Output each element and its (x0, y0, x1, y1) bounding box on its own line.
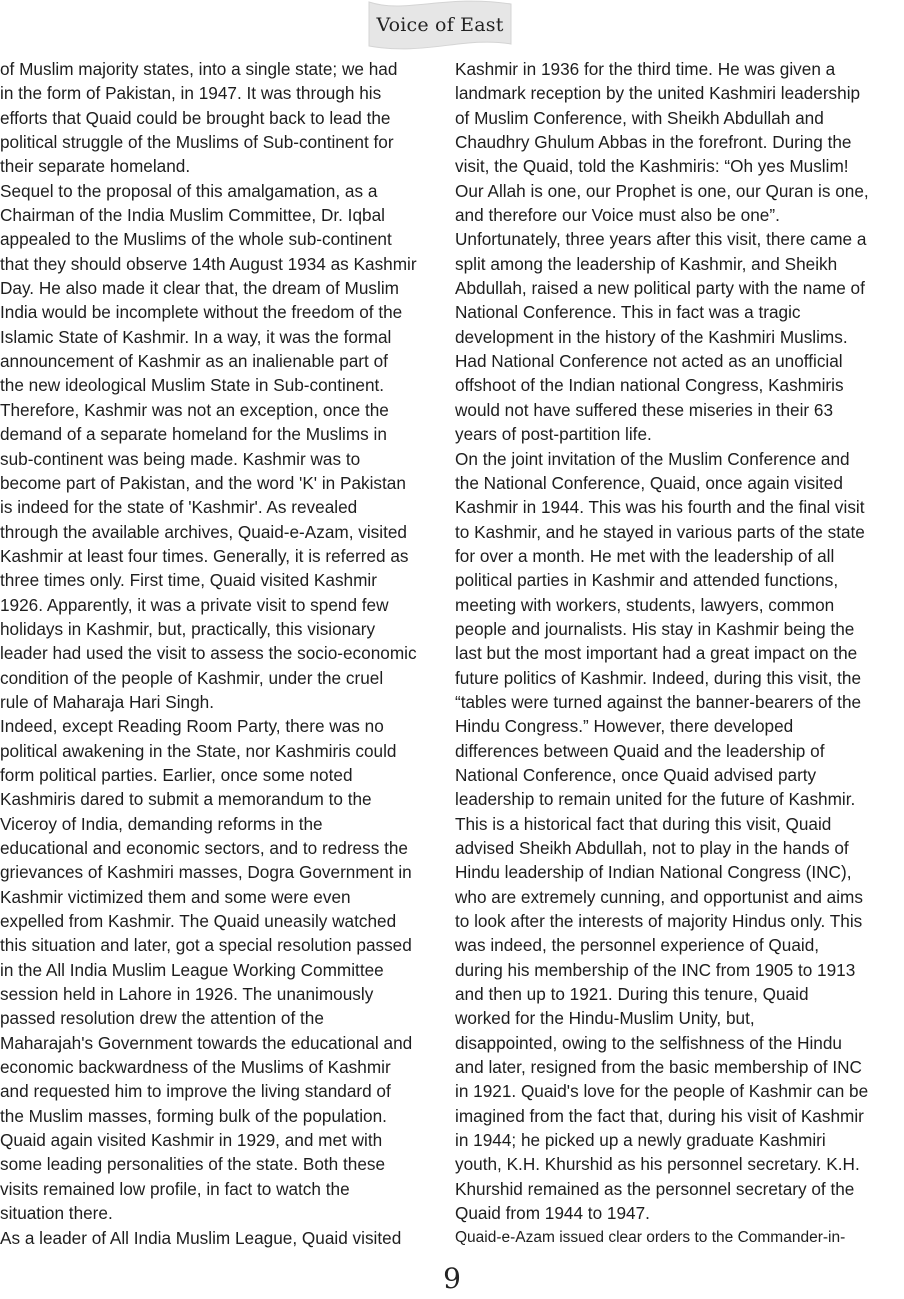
text-line: Our Allah is one, our Prophet is one, our Quran is one, (455, 180, 869, 201)
text-line: passed resolution drew the attention of the (0, 1008, 324, 1029)
text-line: some leading personalities of the state. Both these (0, 1154, 386, 1175)
text-line: imagined from the fact that, during his visit of Kashmir (455, 1105, 864, 1126)
text-line: leadership to remain united for the future of Kashmir. (455, 789, 856, 810)
text-line: in 1944; he picked up a newly graduate Kashmiri (455, 1130, 826, 1151)
text-line: political parties in Kashmir and attended functions, (455, 570, 839, 591)
text-line: Chairman of the India Muslim Committee, Dr. Iqbal (0, 205, 385, 226)
text-line: condition of the people of Kashmir, under the cruel (0, 667, 384, 688)
text-line: split among the leadership of Kashmir, and Sheikh (455, 253, 838, 274)
text-line: Kashmir victimized them and some were even (0, 886, 351, 907)
text-line: this situation and later, got a special resolution passed (0, 935, 412, 956)
text-line: during his membership of the INC from 1905 to 1913 (455, 959, 856, 980)
text-line: grievances of Kashmiri masses, Dogra Government in (0, 862, 412, 883)
text-line: future politics of Kashmir. Indeed, during this visit, the (455, 667, 862, 688)
text-line: sub-continent was being made. Kashmir was to (0, 448, 361, 469)
text-line: expelled from Kashmir. The Quaid uneasily watched (0, 911, 397, 932)
text-line: that they should observe 14th August 1934 as Kashmir (0, 253, 417, 274)
text-line: On the joint invitation of the Muslim Conference and (455, 448, 850, 469)
text-line: the new ideological Muslim State in Sub-continent. (0, 375, 385, 396)
text-line: three times only. First time, Quaid visited Kashmir (0, 570, 377, 591)
text-line: efforts that Quaid could be brought back to lead the (0, 107, 391, 128)
text-line: youth, K.H. Khurshid as his personnel secretary. K.H. (455, 1154, 860, 1175)
text-line: to Kashmir, and he stayed in various parts of the state (455, 521, 865, 542)
text-line: differences between Quaid and the leadership of (455, 740, 825, 761)
text-line: who are extremely cunning, and opportunist and aims (455, 886, 863, 907)
text-line: landmark reception by the united Kashmiri leadership (455, 83, 861, 104)
text-line: announcement of Kashmir as an inalienable part of (0, 351, 388, 372)
text-line: session held in Lahore in 1926. The unanimously (0, 984, 374, 1005)
text-line: As a leader of All India Muslim League, Quaid visited (0, 1227, 402, 1248)
text-line: and therefore our Voice must also be one”. (455, 205, 780, 226)
text-line: for over a month. He met with the leadership of all (455, 545, 835, 566)
text-line: and then up to 1921. During this tenure, Quaid (455, 984, 809, 1005)
text-line: 1926. Apparently, it was a private visit to spend few (0, 594, 389, 615)
publication-title: Voice of East (376, 14, 504, 36)
text-line: Indeed, except Reading Room Party, there was no (0, 716, 384, 737)
text-line: and later, resigned from the basic membership of INC (455, 1057, 862, 1078)
text-line: meeting with workers, students, lawyers, common (455, 594, 835, 615)
text-line: Kashmir at least four times. Generally, it is referred as (0, 545, 409, 566)
text-line: of Muslim Conference, with Sheikh Abdullah and (455, 107, 824, 128)
text-line: in the form of Pakistan, in 1947. It was through his (0, 83, 382, 104)
text-line: Abdullah, raised a new political party with the name of (455, 278, 865, 299)
text-line: Therefore, Kashmir was not an exception, once the (0, 399, 389, 420)
text-line: Kashmir in 1944. This was his fourth and the final visit (455, 497, 865, 518)
text-line: the National Conference, Quaid, once again visited (455, 472, 843, 493)
text-line: years of post-partition life. (455, 424, 652, 445)
text-line: National Conference, once Quaid advised party (455, 764, 817, 785)
left-column (0, 57, 448, 1250)
text-line: educational and economic sectors, and to redress the (0, 838, 408, 858)
text-line: in the All India Muslim League Working Committee (0, 959, 384, 980)
text-line: Had National Conference not acted as an unofficial (455, 351, 843, 372)
text-line: would not have suffered these miseries in their 63 (455, 399, 834, 420)
text-line: India would be incomplete without the freedom of the (0, 302, 403, 323)
text-line: is indeed for the state of 'Kashmir'. As revealed (0, 497, 358, 518)
text-line: visit, the Quaid, told the Kashmiris: “Oh yes Muslim! (455, 156, 849, 177)
text-line: worked for the Hindu-Muslim Unity, but, (455, 1008, 755, 1029)
text-line: disappointed, owing to the selfishness of the Hindu (455, 1032, 842, 1053)
text-line: form political parties. Earlier, once some noted (0, 764, 353, 785)
text-line: through the available archives, Quaid-e-Azam, visited (0, 521, 407, 542)
text-line: to look after the interests of majority Hindus only. This (455, 911, 863, 932)
text-line: Day. He also made it clear that, the dream of Muslim (0, 278, 399, 299)
text-line: Viceroy of India, demanding reforms in the (0, 813, 323, 834)
text-line: last but the most important had a great impact on the (455, 643, 858, 664)
text-line: political awakening in the State, nor Kashmiris could (0, 740, 397, 761)
text-line: leader had used the visit to assess the socio-economic (0, 643, 417, 664)
text-line: Hindu Congress.” However, there developed (455, 716, 794, 737)
text-line: development in the history of the Kashmiri Muslims. (455, 326, 848, 347)
text-line: holidays in Kashmir, but, practically, this visionary (0, 618, 376, 639)
text-line: visits remained low profile, in fact to watch the (0, 1178, 350, 1199)
text-line: “tables were turned against the banner-bearers of the (455, 691, 862, 712)
header-banner (365, 0, 515, 52)
text-line: become part of Pakistan, and the word 'K' in Pakistan (0, 472, 406, 493)
text-line: Unfortunately, three years after this visit, there came a (455, 229, 867, 250)
text-line: Quaid from 1944 to 1947. (455, 1203, 650, 1224)
text-line: the Muslim masses, forming bulk of the population. (0, 1105, 387, 1126)
text-line: in 1921. Quaid's love for the people of Kashmir can be (455, 1081, 869, 1102)
text-line: rule of Maharaja Hari Singh. (0, 691, 214, 712)
text-line: people and journalists. His stay in Kashmir being the (455, 618, 855, 639)
text-line: their separate homeland. (0, 156, 191, 177)
text-line: situation there. (0, 1203, 113, 1224)
text-line: was indeed, the personnel experience of Quaid, (455, 935, 820, 956)
text-line: Chaudhry Ghulum Abbas in the forefront. During the (455, 132, 852, 153)
text-line: advised Sheikh Abdullah, not to play in the hands of (455, 838, 849, 858)
text-line: offshoot of the Indian national Congress, Kashmiris (455, 375, 844, 396)
text-line: Sequel to the proposal of this amalgamation, as a (0, 180, 378, 201)
text-line: This is a historical fact that during this visit, Quaid (455, 813, 832, 834)
text-line: Kashmiris dared to submit a memorandum to the (0, 789, 372, 810)
text-line: Kashmir in 1936 for the third time. He was given a (455, 59, 836, 79)
text-line: of Muslim majority states, into a single state; we had (0, 59, 398, 79)
text-line: appealed to the Muslims of the whole sub-continent (0, 229, 392, 250)
text-line: political struggle of the Muslims of Sub-continent for (0, 132, 394, 153)
text-line: National Conference. This in fact was a tragic (455, 302, 801, 323)
text-line: Quaid again visited Kashmir in 1929, and met with (0, 1130, 383, 1151)
text-line: demand of a separate homeland for the Muslims in (0, 424, 387, 445)
text-line: Islamic State of Kashmir. In a way, it was the formal (0, 326, 392, 347)
text-line: Quaid-e-Azam issued clear orders to the Commander-in- (455, 1228, 846, 1246)
text-line: and requested him to improve the living standard of (0, 1081, 391, 1102)
text-line: Hindu leadership of Indian National Congress (INC), (455, 862, 852, 883)
right-column (455, 57, 904, 1250)
text-line: economic backwardness of the Muslims of Kashmir (0, 1057, 391, 1078)
page-number: 9 (443, 1262, 461, 1295)
text-line: Khurshid remained as the personnel secretary of the (455, 1178, 855, 1199)
text-line: Maharajah's Government towards the educational and (0, 1032, 413, 1053)
